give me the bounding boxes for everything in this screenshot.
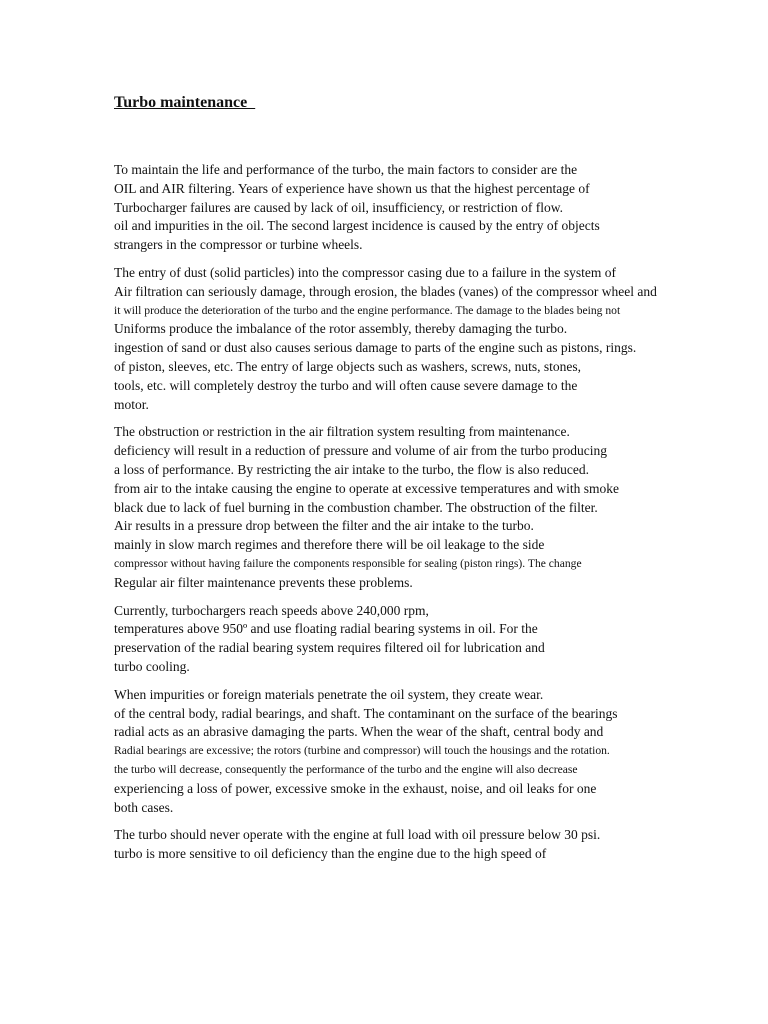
paragraph-6 — [114, 826, 734, 864]
text-line: a loss of performance. By restricting the air intake to the turbo, the flow is also reduced. — [114, 461, 589, 477]
text-line: mainly in slow march regimes and therefore there will be oil leakage to the side — [114, 537, 545, 553]
text-line: Air filtration can seriously damage, through erosion, the blades (vanes) of the compressor wheel and — [114, 283, 657, 299]
text-line: The obstruction or restriction in the air filtration system resulting from maintenance. — [114, 424, 570, 440]
text-line: preservation of the radial bearing system requires filtered oil for lubrication and — [114, 640, 545, 656]
text-line: black due to lack of fuel burning in the combustion chamber. The obstruction of the filter. — [114, 499, 598, 515]
text-line: Air results in a pressure drop between the filter and the air intake to the turbo. — [114, 518, 534, 534]
text-line: it will produce the deterioration of the turbo and the engine performance. The damage to the blades being not — [114, 303, 621, 317]
paragraph-2 — [114, 264, 734, 414]
text-line: of the central body, radial bearings, and shaft. The contaminant on the surface of the bearings — [114, 705, 618, 721]
text-line: To maintain the life and performance of the turbo, the main factors to consider are the — [114, 162, 578, 177]
text-line: Regular air filter maintenance prevents these problems. — [114, 574, 413, 590]
text-line: turbo is more sensitive to oil deficiency than the engine due to the high speed of — [114, 846, 547, 862]
text-line: The turbo should never operate with the engine at full load with oil pressure below 30 psi. — [114, 827, 601, 843]
text-line: of piston, sleeves, etc. The entry of large objects such as washers, screws, nuts, stones, — [114, 358, 582, 374]
text-line: turbo cooling. — [114, 658, 190, 674]
text-line: tools, etc. will completely destroy the turbo and will often cause severe damage to the — [114, 377, 578, 393]
text-line: OIL and AIR filtering. Years of experience have shown us that the highest percentage of — [114, 180, 590, 196]
text-line: experiencing a loss of power, excessive smoke in the exhaust, noise, and oil leaks for one — [114, 780, 597, 796]
paragraph-1 — [114, 161, 734, 255]
paragraph-4 — [114, 602, 734, 677]
text-line: ingestion of sand or dust also causes serious damage to parts of the engine such as pistons, rings. — [114, 340, 637, 356]
text-line: oil and impurities in the oil. The second largest incidence is caused by the entry of objects — [114, 218, 600, 234]
text-line: radial acts as an abrasive damaging the parts. When the wear of the shaft, central body and — [114, 724, 604, 740]
text-line: from air to the intake causing the engine to operate at excessive temperatures and with smoke — [114, 480, 619, 496]
text-line: Currently, turbochargers reach speeds above 240,000 rpm, — [114, 602, 429, 618]
text-line: the turbo will decrease, consequently the performance of the turbo and the engine will also decrease — [114, 762, 578, 776]
text-line: motor. — [114, 396, 149, 412]
document-title: Turbo maintenance — [114, 94, 256, 111]
document-body — [114, 161, 734, 873]
text-line: strangers in the compressor or turbine wheels. — [114, 237, 363, 253]
text-line: compressor without having failure the components responsible for sealing (piston rings). The change — [114, 556, 582, 570]
text-line: both cases. — [114, 799, 174, 815]
text-line: Turbocharger failures are caused by lack of oil, insufficiency, or restriction of flow. — [114, 199, 563, 215]
text-line: When impurities or foreign materials penetrate the oil system, they create wear. — [114, 686, 544, 702]
text-line: Radial bearings are excessive; the rotors (turbine and compressor) will touch the housings and the rotation. — [114, 744, 610, 758]
paragraph-5 — [114, 686, 734, 818]
text-line: Uniforms produce the imbalance of the rotor assembly, thereby damaging the turbo. — [114, 321, 568, 337]
paragraph-3 — [114, 423, 734, 592]
text-line: deficiency will result in a reduction of pressure and volume of air from the turbo producing — [114, 443, 607, 459]
text-line: temperatures above 950º and use floating radial bearing systems in oil. For the — [114, 621, 538, 637]
text-line: The entry of dust (solid particles) into the compressor casing due to a failure in the system of — [114, 264, 616, 280]
